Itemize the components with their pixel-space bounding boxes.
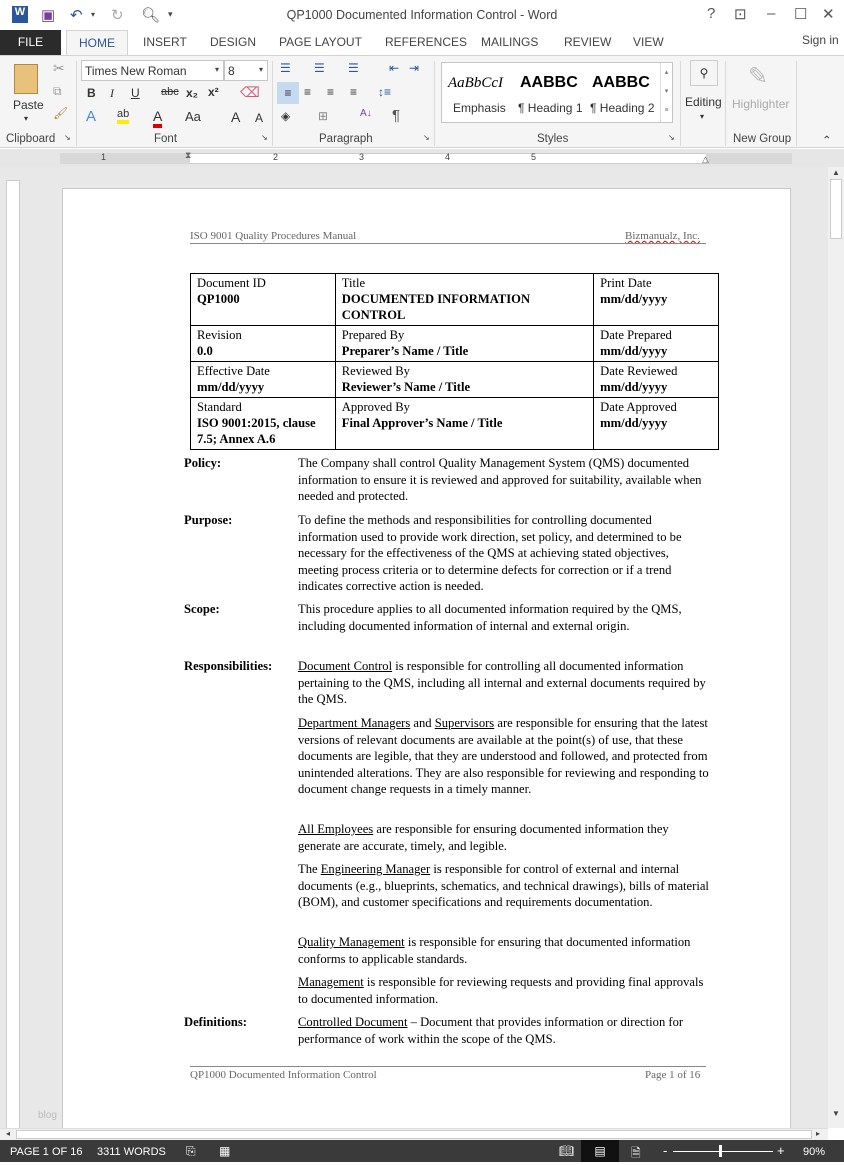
close-button[interactable]: ✕ (822, 6, 835, 23)
tab-view[interactable]: VIEW (633, 35, 664, 49)
chevron-down-icon: ▾ (214, 65, 219, 74)
bold-button[interactable]: B (87, 86, 96, 100)
footer-rule (190, 1066, 706, 1067)
policy-text: The Company shall control Quality Management System (QMS) documented information to ensure it is reviewed and approved for suitability, available when needed and protected. (298, 456, 702, 503)
font-name-value: Times New Roman (85, 64, 187, 78)
tab-file[interactable]: FILE (0, 30, 61, 55)
borders-icon[interactable]: ⊞ (318, 109, 329, 123)
footer-right: Page 1 of 16 (645, 1069, 701, 1081)
cell-label: Approved By (341, 400, 410, 414)
chevron-down-icon: ▾ (258, 65, 263, 74)
help-button[interactable]: ? (707, 5, 716, 22)
word-logo-icon: W (12, 6, 28, 23)
vertical-scrollbar[interactable] (828, 167, 844, 1128)
tab-review[interactable]: REVIEW (564, 35, 612, 49)
table-row (191, 398, 719, 450)
clipboard-launcher-icon[interactable]: ↘ (64, 133, 71, 142)
style-emphasis-label[interactable]: Emphasis (453, 101, 506, 115)
cell-value: ISO 9001:2015, clause 7.5; Annex A.6 (197, 416, 316, 446)
paste-button[interactable]: Paste (13, 98, 44, 112)
page-count[interactable]: PAGE 1 OF 16 (10, 1146, 83, 1158)
font-name-select[interactable] (81, 60, 224, 81)
ruler-mark: 5 (531, 152, 537, 162)
header-left: ISO 9001 Quality Procedures Manual (190, 230, 357, 242)
clear-formatting-icon[interactable]: ⌫ (240, 84, 260, 100)
cell-label: Revision (197, 328, 242, 342)
scope-label: Scope: (184, 602, 220, 616)
web-layout-icon[interactable]: 🗎 (631, 1146, 641, 1160)
subscript-button[interactable]: x₂ (186, 86, 199, 100)
shrink-font-button[interactable]: A (255, 111, 264, 125)
style-heading1-preview[interactable]: AABBC (520, 74, 578, 91)
read-mode-icon[interactable]: 📖︎ (559, 1144, 575, 1158)
cell-label: Reviewed By (341, 364, 410, 378)
zoom-slider-thumb[interactable] (719, 1145, 722, 1157)
ribbon-display-options-icon[interactable]: ⊡ (734, 6, 747, 23)
collapse-ribbon-icon[interactable]: ⌃ (822, 135, 832, 147)
cell-value: DOCUMENTED INFORMATION CONTROL (341, 292, 531, 322)
table-row (191, 326, 719, 362)
multilevel-list-icon[interactable]: ☰ (348, 61, 359, 75)
align-right-button[interactable]: ≡ (327, 85, 335, 99)
undo-dropdown-icon[interactable]: ▾ (91, 10, 96, 19)
header-right: Bizmanualz, Inc. (625, 230, 700, 242)
paragraph-launcher-icon[interactable]: ↘ (423, 133, 430, 142)
font-color-icon[interactable]: A (153, 108, 162, 128)
change-case-button[interactable]: Aa (185, 109, 201, 124)
styles-scroll[interactable]: ▴ ▾ ≡ (660, 63, 672, 122)
justify-button[interactable]: ≡ (350, 85, 358, 99)
show-formatting-button[interactable]: ¶ (392, 107, 401, 124)
styles-launcher-icon[interactable]: ↘ (668, 133, 675, 142)
cell-value: 0.0 (197, 344, 213, 358)
styles-gallery (441, 62, 673, 123)
shading-icon[interactable]: ◈ (281, 109, 291, 123)
word-count[interactable]: 3311 WORDS (97, 1146, 166, 1158)
tab-references[interactable]: REFERENCES (385, 35, 468, 49)
zoom-in-button[interactable]: + (777, 1143, 785, 1158)
indent-marker-icon[interactable]: ⧗ (185, 150, 192, 160)
tab-mailings[interactable]: MAILINGS (481, 35, 539, 49)
line-spacing-icon[interactable]: ↕≡ (378, 85, 392, 99)
table-row (191, 274, 719, 326)
table-row (191, 362, 719, 398)
cell-value: mm/dd/yyyy (600, 380, 668, 394)
increase-indent-icon[interactable]: ⇥ (409, 61, 420, 75)
proofing-icon[interactable]: ⎘ (186, 1144, 196, 1158)
strikethrough-button[interactable]: abc (161, 86, 179, 98)
highlight-color-icon[interactable]: ab (117, 108, 129, 124)
paste-icon[interactable] (14, 64, 38, 94)
footer-left: QP1000 Documented Information Control (190, 1069, 377, 1081)
font-size-select[interactable] (224, 60, 268, 81)
cell-value: Final Approver’s Name / Title (341, 416, 503, 430)
scroll-right-icon[interactable]: ▸ (816, 1129, 821, 1138)
cell-label: Date Reviewed (600, 364, 678, 378)
superscript-button[interactable]: x² (208, 85, 219, 99)
ribbon (0, 55, 844, 148)
style-heading2-label[interactable]: ¶ Heading 2 (590, 101, 655, 115)
tab-design[interactable]: DESIGN (210, 35, 257, 49)
ruler-mark: 3 (359, 152, 365, 162)
scroll-down-icon[interactable]: ▼ (832, 1109, 840, 1118)
redo-icon[interactable]: ↻ (111, 7, 124, 24)
document-info-table (190, 273, 719, 450)
cell-value: QP1000 (197, 292, 240, 306)
cell-value: mm/dd/yyyy (197, 380, 265, 394)
vertical-ruler[interactable] (6, 180, 20, 1130)
ruler-mark: 4 (445, 152, 451, 162)
tab-insert[interactable]: INSERT (143, 35, 187, 49)
watermark-text: blog (38, 1110, 57, 1121)
text-effects-icon[interactable]: A (86, 108, 97, 125)
new-group-label: New Group (733, 133, 792, 145)
cell-value: Preparer’s Name / Title (341, 344, 469, 358)
ruler-mark: 2 (273, 152, 279, 162)
style-heading2-preview[interactable]: AABBC (592, 74, 650, 91)
maximize-button[interactable]: ☐ (794, 6, 808, 23)
font-group-label: Font (154, 133, 178, 145)
customize-toolbar-icon[interactable]: ▾ (168, 9, 173, 19)
cell-label: Date Prepared (600, 328, 672, 342)
responsibility-item: All Employees are responsible for ensuring documented information they generate are accurate, timely, and legible. (298, 822, 669, 853)
responsibility-item: Document Control is responsible for controlling all documented information pertaining to the QMS, including all internal and external documents required by the QMS. (298, 659, 706, 706)
responsibility-item: The Engineering Manager is responsible for control of external and internal documents (e.g., blueprints, schematics, and technical drawings), bills of material (BOM), and customer specifications and requirements documentation. (298, 862, 709, 909)
find-binoculars-icon[interactable]: ⚲ (690, 60, 718, 86)
responsibility-item: Department Managers and Supervisors are responsible for ensuring that the latest versions of relevant documents are available at the point(s) of use, that these documents are legible, that they are understood and followed, and protected from unintended alterations. They are also responsible for reviewing and responding to document change requests in a timely manner. (298, 716, 709, 796)
right-indent-marker-icon[interactable]: △ (702, 154, 709, 164)
header-rule (190, 243, 706, 244)
grow-font-button[interactable]: A (231, 109, 241, 125)
sign-in-link[interactable]: Sign in (802, 33, 839, 47)
paragraph-group-label: Paragraph (319, 133, 373, 145)
editing-button[interactable]: Editing (685, 95, 722, 109)
horizontal-scrollbar[interactable] (0, 1128, 828, 1140)
bullets-icon[interactable]: ☰ (280, 61, 291, 75)
style-emphasis-preview[interactable]: AaBbCcI (448, 75, 503, 91)
zoom-level[interactable]: 90% (803, 1146, 826, 1158)
minimize-button[interactable]: – (767, 5, 776, 22)
editing-dropdown-icon[interactable]: ▾ (700, 112, 705, 121)
cell-label: Effective Date (197, 364, 270, 378)
scrollbar-thumb[interactable] (16, 1130, 812, 1139)
tab-home[interactable]: HOME (66, 30, 128, 56)
responsibilities-label: Responsibilities: (184, 659, 273, 673)
title-bar (0, 0, 844, 30)
underline-button[interactable]: U (131, 86, 140, 100)
cell-label: Prepared By (341, 328, 405, 342)
highlighter-button[interactable]: Highlighter (732, 97, 790, 111)
cell-value: Reviewer’s Name / Title (341, 380, 471, 394)
horizontal-ruler[interactable] (0, 149, 844, 167)
align-left-button[interactable]: ≡ (277, 82, 299, 104)
definition-item: Controlled Document – Document that provides information or direction for performance of work within the scope of the QMS. (298, 1015, 684, 1046)
cell-label: Standard (197, 400, 242, 414)
window-title: QP1000 Documented Information Control - Word (286, 8, 558, 22)
responsibility-item: Management is responsible for reviewing requests and providing final approvals to documented information. (298, 975, 704, 1006)
tab-page-layout[interactable]: PAGE LAYOUT (279, 35, 362, 49)
italic-button[interactable]: I (110, 86, 114, 100)
scroll-left-icon[interactable]: ◂ (6, 1129, 11, 1138)
styles-group-label: Styles (537, 133, 569, 145)
style-heading1-label[interactable]: ¶ Heading 1 (518, 101, 583, 115)
cell-label: Title (341, 276, 366, 290)
ruler-mark: 1 (101, 152, 107, 162)
numbering-icon[interactable]: ☰ (314, 61, 325, 75)
decrease-indent-icon[interactable]: ⇤ (389, 61, 400, 75)
cell-label: Date Approved (600, 400, 677, 414)
print-layout-icon[interactable]: ▤ (581, 1140, 619, 1162)
undo-icon[interactable]: ↶ (70, 7, 83, 24)
cell-label: Document ID (197, 276, 266, 290)
clipboard-group-label: Clipboard (6, 133, 56, 145)
highlighter-icon[interactable]: ✎ (748, 63, 769, 90)
purpose-label: Purpose: (184, 513, 233, 527)
scrollbar-thumb[interactable] (830, 179, 842, 239)
cell-value: mm/dd/yyyy (600, 292, 668, 306)
copy-icon[interactable]: ⧉ (53, 84, 62, 98)
scroll-up-icon[interactable]: ▲ (832, 168, 840, 177)
cell-value: mm/dd/yyyy (600, 344, 668, 358)
save-icon[interactable]: ▣ (41, 7, 56, 24)
print-preview-icon[interactable]: 🔍︎ (141, 7, 161, 24)
macro-icon[interactable]: ▦ (219, 1144, 231, 1158)
status-bar (0, 1140, 844, 1162)
scope-text: This procedure applies to all documented information required by the QMS, including documented information of internal and external origin. (298, 602, 682, 633)
cell-value: mm/dd/yyyy (600, 416, 668, 430)
font-size-value: 8 (228, 64, 235, 78)
zoom-out-button[interactable]: - (663, 1143, 668, 1158)
paste-dropdown-icon[interactable]: ▾ (24, 114, 29, 123)
font-launcher-icon[interactable]: ↘ (261, 133, 268, 142)
purpose-text: To define the methods and responsibilities for controlling documented information used to provide work direction, set policy, and determined to be necessary for the effectiveness of the QMS at achieving stated objectives, meeting process criteria or to determine defects for correction or if a trend indicates corrective action is needed. (298, 513, 682, 593)
policy-label: Policy: (184, 456, 222, 470)
sort-icon[interactable]: A↓ (360, 108, 372, 119)
cell-label: Print Date (600, 276, 652, 290)
zoom-slider[interactable] (673, 1151, 773, 1152)
cut-icon[interactable]: ✂ (53, 60, 65, 76)
format-painter-icon[interactable]: 🖌︎ (53, 106, 69, 120)
responsibility-item: Quality Management is responsible for ensuring that documented information conforms to applicable standards. (298, 935, 691, 966)
align-center-button[interactable]: ≡ (304, 85, 312, 99)
definitions-label: Definitions: (184, 1015, 247, 1029)
